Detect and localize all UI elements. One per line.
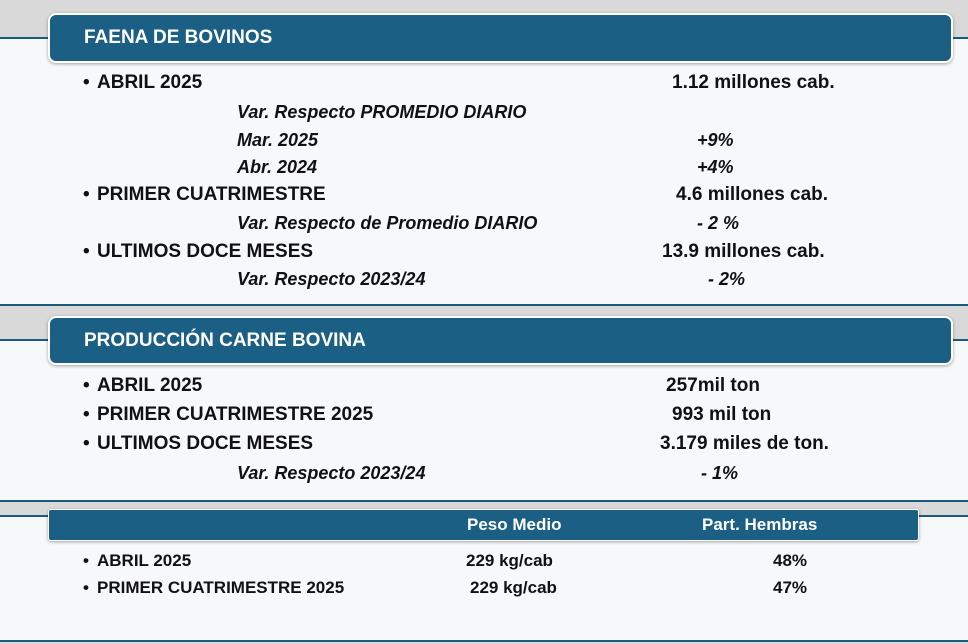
bullet-icon: • — [83, 184, 90, 205]
faena-row-cuatrimestre: • PRIMER CUATRIMESTRE — [83, 184, 326, 205]
faena-value-abril: 1.12 millones cab. — [672, 72, 835, 93]
peso-medio-column-header: Peso Medio — [467, 515, 562, 534]
faena-row-abril: • ABRIL 2025 — [83, 72, 203, 93]
produccion-title: PRODUCCIÓN CARNE BOVINA — [84, 329, 366, 351]
bullet-icon: • — [83, 241, 90, 262]
faena-var-cuatrimestre-value: - 2 % — [697, 213, 740, 233]
faena-var-cuatrimestre-label: Var. Respecto de Promedio DIARIO — [237, 213, 538, 233]
produccion-row-abril: • ABRIL 2025 — [83, 375, 203, 396]
faena-value-doce-meses: 13.9 millones cab. — [662, 241, 825, 262]
bullet-icon: • — [83, 72, 90, 93]
faena-var-doce-label: Var. Respecto 2023/24 — [237, 269, 426, 289]
bullet-icon: • — [83, 551, 89, 570]
faena-abr-label: Abr. 2024 — [237, 157, 318, 177]
bullet-icon: • — [83, 433, 90, 454]
hembras-value-cuatrimestre: 47% — [773, 578, 808, 597]
faena-mar-value: +9% — [697, 130, 734, 150]
faena-abr-value: +4% — [697, 157, 734, 177]
peso-header — [48, 509, 919, 541]
faena-row-doce-meses: • ULTIMOS DOCE MESES — [83, 241, 314, 262]
bullet-icon: • — [83, 375, 90, 396]
peso-value-abril: 229 kg/cab — [466, 551, 553, 570]
produccion-header — [48, 316, 953, 365]
produccion-row-cuatrimestre: • PRIMER CUATRIMESTRE 2025 — [83, 404, 374, 425]
faena-var-promedio-label: Var. Respecto PROMEDIO DIARIO — [237, 102, 527, 122]
faena-value-cuatrimestre: 4.6 millones cab. — [676, 184, 829, 205]
produccion-var-value: - 1% — [701, 463, 739, 483]
faena-header — [48, 13, 953, 63]
produccion-var-label: Var. Respecto 2023/24 — [237, 463, 426, 483]
faena-title: FAENA DE BOVINOS — [84, 27, 273, 48]
faena-var-doce-value: - 2% — [708, 269, 746, 289]
part-hembras-column-header: Part. Hembras — [702, 515, 818, 534]
faena-mar-label: Mar. 2025 — [237, 130, 319, 150]
bullet-icon: • — [83, 404, 90, 425]
faena-panel-bottom-border — [0, 304, 968, 306]
bullet-icon: • — [83, 578, 89, 597]
hembras-value-abril: 48% — [773, 551, 808, 570]
produccion-value-doce-meses: 3.179 miles de ton. — [660, 433, 829, 454]
produccion-value-cuatrimestre: 993 mil ton — [672, 404, 772, 425]
peso-panel-bottom-border — [0, 640, 968, 642]
peso-row-abril: • ABRIL 2025 — [83, 551, 192, 570]
produccion-panel-bottom-border — [0, 500, 968, 502]
produccion-row-doce-meses: • ULTIMOS DOCE MESES — [83, 433, 314, 454]
peso-row-cuatrimestre: • PRIMER CUATRIMESTRE 2025 — [83, 578, 345, 597]
produccion-value-abril: 257mil ton — [666, 375, 760, 396]
peso-value-cuatrimestre: 229 kg/cab — [470, 578, 557, 597]
